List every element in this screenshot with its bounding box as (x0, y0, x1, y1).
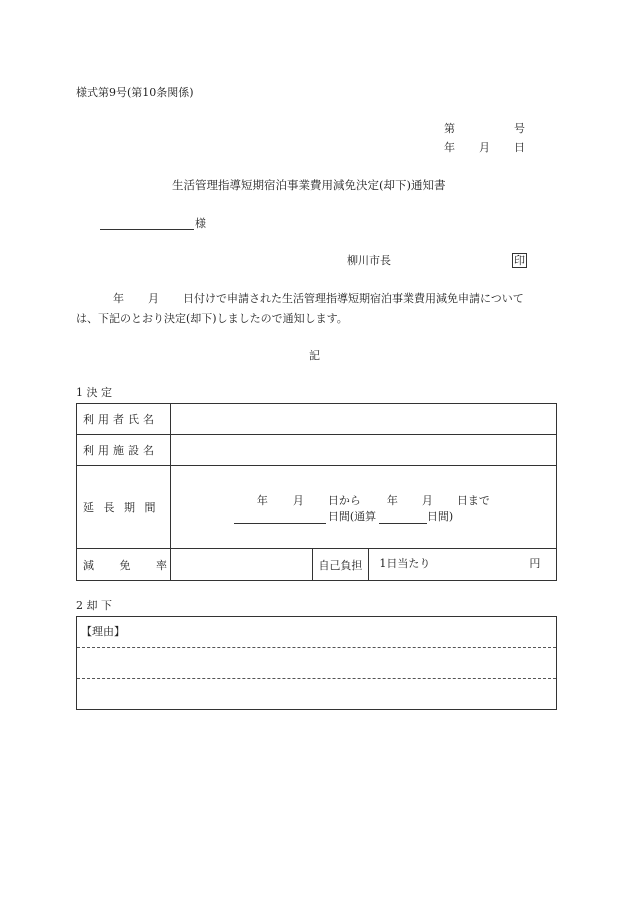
number-suffix: 号 (514, 122, 525, 135)
total-days-label: 日間) (426, 510, 454, 523)
user-name-cell (170, 404, 556, 435)
number-prefix: 第 (444, 122, 455, 135)
days-blank (234, 510, 326, 524)
self-pay-cell (369, 549, 557, 581)
date-day: 日 (514, 141, 525, 154)
table-row (77, 404, 557, 435)
extension-period-label: 延 長 期 間 (77, 466, 171, 549)
date-year: 年 (444, 141, 455, 154)
per-day-label: 1日当たり (379, 557, 431, 570)
period-start-month: 月 (292, 494, 304, 507)
ki-heading: 記 (309, 349, 320, 362)
reason-label: 【理由】 (81, 625, 125, 638)
seal-mark (512, 253, 527, 268)
self-pay-label: 自己負担 (312, 549, 369, 581)
period-end-year: 年 (386, 494, 398, 507)
reduction-rate-label: 減 免 率 (77, 549, 171, 581)
section2-heading: 2 却 下 (76, 599, 112, 612)
rejection-box (76, 616, 557, 710)
reason-line-1 (77, 647, 556, 648)
table-row (77, 549, 557, 581)
addressee-line (100, 216, 194, 230)
body-text-1: 日付けで申請された生活管理指導短期宿泊事業費用減免申請について (183, 292, 524, 305)
section1-heading: 1 決 定 (76, 386, 112, 399)
period-start-day: 日から (327, 494, 361, 507)
days-label: 日間(通算 (327, 510, 377, 523)
decision-table (76, 403, 557, 581)
seal-icon: 印 (514, 254, 525, 267)
document-title: 生活管理指導短期宿泊事業費用減免決定(却下)通知書 (172, 178, 446, 192)
facility-name-cell (170, 435, 556, 466)
period-end-day: 日まで (456, 494, 490, 507)
body-month: 月 (148, 292, 159, 305)
facility-name-label: 利用施設名 (77, 435, 171, 466)
date-month: 月 (479, 141, 490, 154)
reason-line-2 (77, 678, 556, 679)
period-end-month: 月 (421, 494, 433, 507)
total-days-blank (379, 510, 427, 524)
addressee-suffix: 様 (195, 217, 206, 230)
reduction-rate-cell (170, 549, 312, 581)
table-row (77, 466, 557, 549)
table-row (77, 435, 557, 466)
issuer-name: 柳川市長 (347, 254, 391, 267)
body-text-2: は、下記のとおり決定(却下)しましたので通知します。 (76, 312, 348, 325)
form-id: 様式第9号(第10条関係) (76, 86, 194, 99)
user-name-label: 利用者氏名 (77, 404, 171, 435)
body-year: 年 (113, 292, 124, 305)
period-start-year: 年 (256, 494, 268, 507)
yen-label: 円 (529, 557, 541, 570)
extension-period-cell (170, 466, 556, 549)
